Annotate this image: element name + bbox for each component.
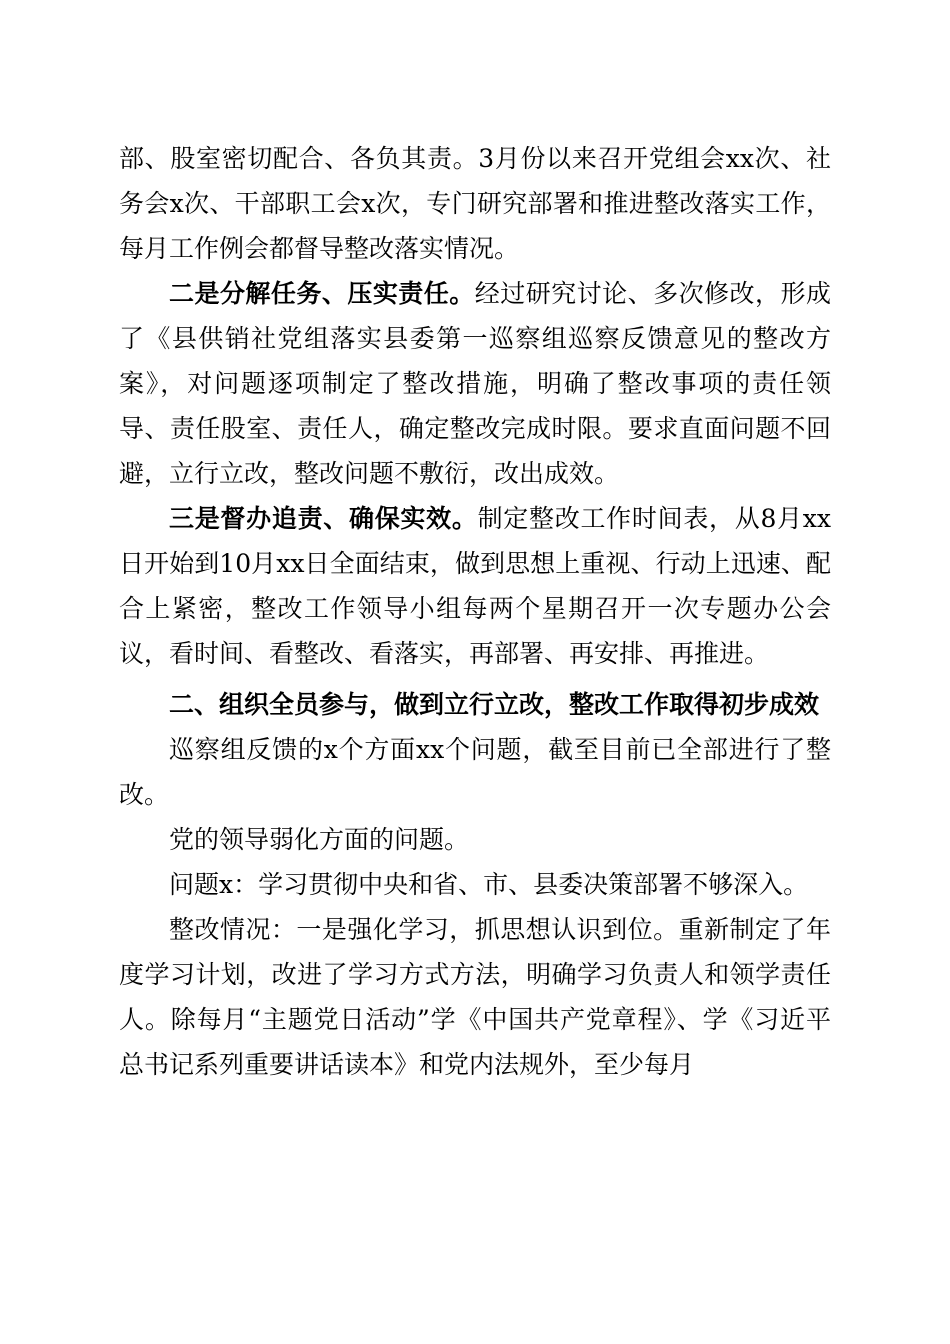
paragraph-text: 部、股室密切配合、各负其责。3月份以来召开党组会xx次、社务会x次、干部职工会x次，专门研究部署和推进整改落实工作，每月工作例会都督导整改落实情况。 xyxy=(119,144,831,263)
paragraph-lead: 二是分解任务、压实责任。 xyxy=(169,279,475,308)
paragraph-feedback-summary xyxy=(119,727,831,817)
paragraph-text: 巡察组反馈的x个方面xx个问题，截至目前已全部进行了整改。 xyxy=(119,735,831,809)
paragraph-text: 经过研究讨论、多次修改，形成了《县供销社党组落实县委第一巡察组巡察反馈意见的整改方案》，对问题逐项制定了整改措施，明确了整改事项的责任领导、责任股室、责任人，确定整改完成时限。要求直面问题不回避，立行立改，整改问题不敷衍，改出成效。 xyxy=(119,279,831,488)
paragraph-continuation xyxy=(119,136,831,271)
paragraph-text: 制定整改工作时间表，从8月xx日开始到10月xx日全面结束，做到思想上重视、行动上迅速、配合上紧密，整改工作领导小组每两个星期召开一次专题办公会议，看时间、看整改、看落实，再部署、再安排、再推进。 xyxy=(119,504,831,668)
paragraph-task-decomposition xyxy=(119,271,831,496)
paragraph-lead: 三是督办追责、确保实效。 xyxy=(169,504,478,533)
paragraph-text: 问题x：学习贯彻中央和省、市、县委决策部署不够深入。 xyxy=(169,870,809,899)
section-heading: 二、组织全员参与，做到立行立改，整改工作取得初步成效 xyxy=(169,690,820,719)
paragraph-rectification xyxy=(119,907,831,1087)
paragraph-problem-category xyxy=(119,817,831,862)
document-body xyxy=(119,136,831,1087)
paragraph-text: 党的领导弱化方面的问题。 xyxy=(169,825,470,854)
paragraph-text: 整改情况：一是强化学习，抓思想认识到位。重新制定了年度学习计划，改进了学习方式方法，明确学习负责人和领学责任人。除每月“主题党日活动”学《中国共产党章程》、学《习近平总书记系列重要讲话读本》和党内法规外，至少每月 xyxy=(119,915,831,1079)
paragraph-problem-item xyxy=(119,862,831,907)
paragraph-supervision xyxy=(119,496,831,676)
